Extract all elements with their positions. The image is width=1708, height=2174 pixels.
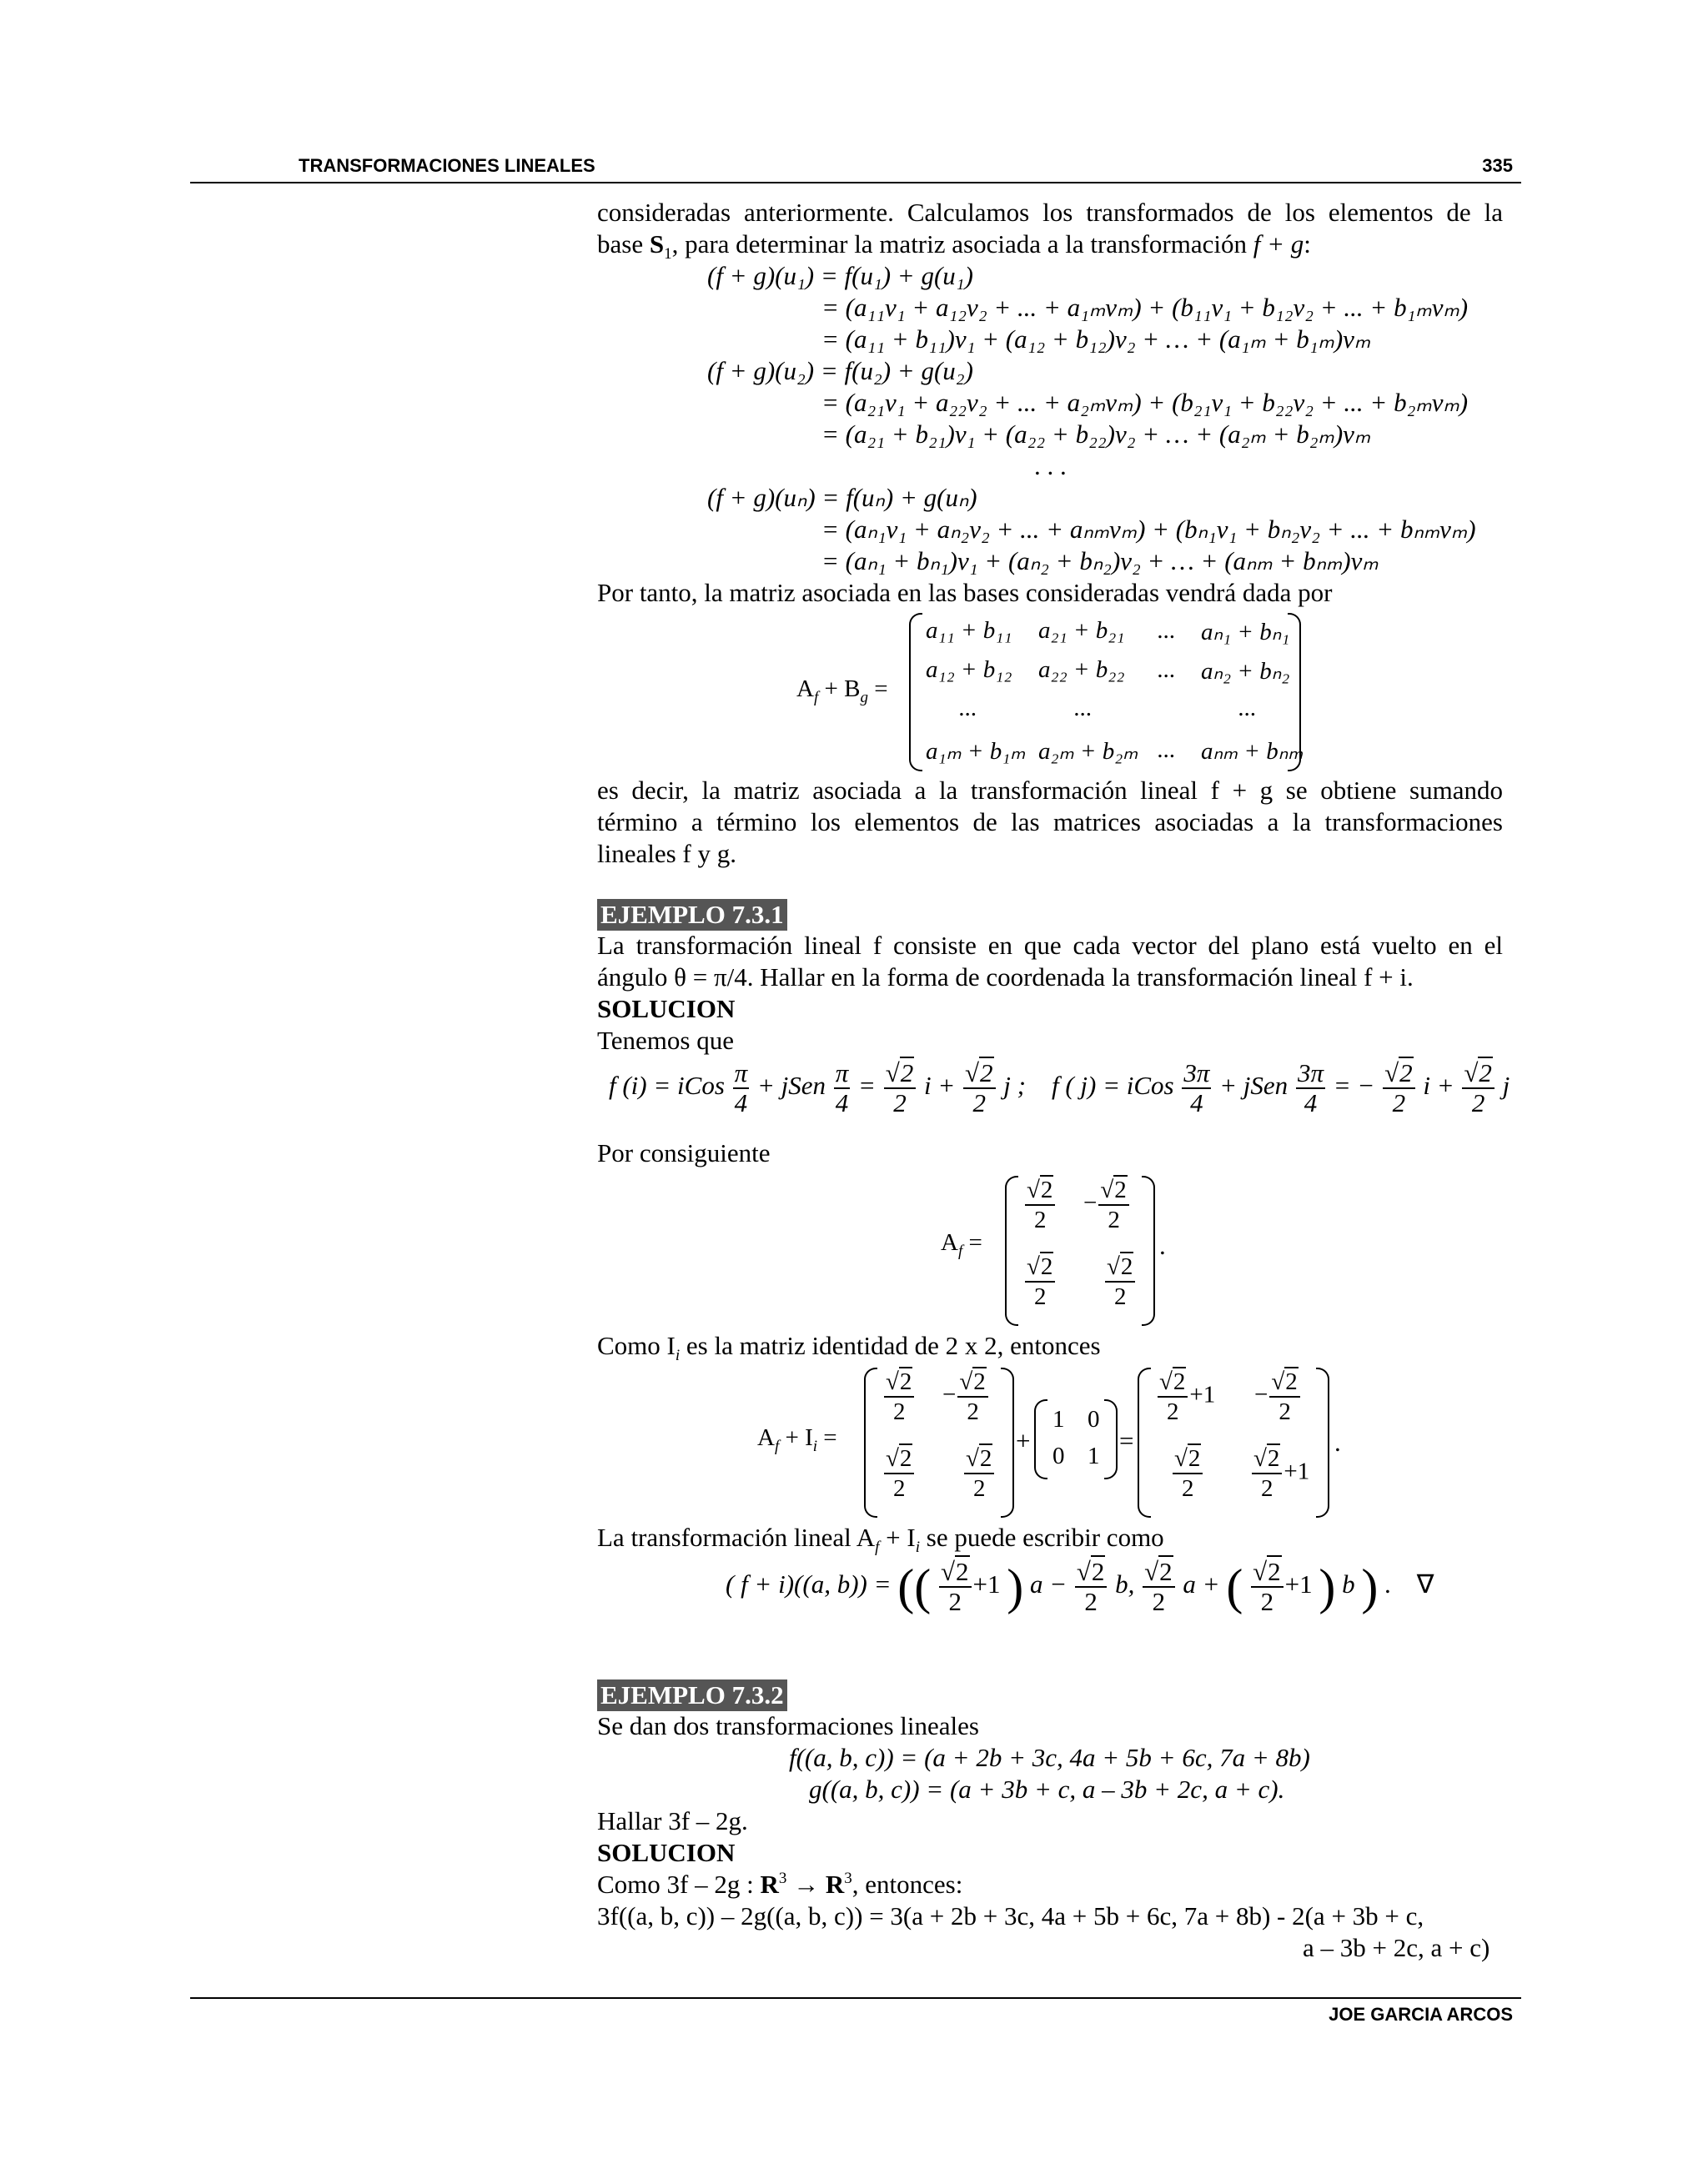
matrix-cell: 1 xyxy=(1088,1443,1100,1469)
page-number: 335 xyxy=(1482,155,1513,176)
result-line: 3f((a, b, c)) – 2g((a, b, c)) = 3(a + 2b + 3c, 4a + 5b + 6c, 7a + 8b) - 2(a + 3b + c, xyxy=(597,1901,1424,1930)
matrix-cell: $\frac{√2}{2}$ xyxy=(882,1444,916,1503)
sum-matrix xyxy=(909,613,1304,771)
left-paren xyxy=(1034,1399,1047,1479)
es-decir-line: término a término los elementos de las matrices asociadas a la transformaciones xyxy=(597,807,1503,836)
equation-line: = (aₙ₁v₁ + aₙ₂v₂ + ... + aₙₘvₘ) + (bₙ₁v₁ + bₙ₂v₂ + ... + bₙₘvₘ) xyxy=(821,515,1476,544)
left-paren xyxy=(864,1368,877,1518)
matrix-cell: $\frac{√2}{2}$ xyxy=(1023,1253,1057,1311)
matrix-cell: aₙₘ + bₙₘ xyxy=(1201,738,1304,765)
fi-fj-equation: f (i) = iCos $\frac{\pi}{4}$ + jSen $\frac{\pi}{4}$ = $\frac{√2}{2}$ i + $\frac{√2}{2}$ j ; f ( j) = iCos $\frac{3\pi}{4}$ + jSen $\frac{3\pi}{4}$ = − $\frac{√2}{2}$ i + $\frac{√2}{2}$ j xyxy=(609,1058,1510,1117)
matrix-label: $A_f + B_g$ = xyxy=(796,675,888,706)
como-text: Como $I_i$ es la matriz identidad de 2 x 2, entonces xyxy=(597,1331,1101,1364)
equals-sign: = xyxy=(1119,1426,1134,1455)
matrix-cell: $\frac{√2}{2}$ xyxy=(1023,1176,1057,1234)
por-consiguiente-text: Por consiguiente xyxy=(597,1138,771,1167)
intro-line-2: base $S_1$, para determinar la matriz asociada a la transformación f + g: xyxy=(597,229,1311,263)
matrix-cell: a₁₁ + b₁₁ xyxy=(926,617,1012,644)
g-definition: g((a, b, c)) = (a + 3b + c, a – 3b + 2c, a + c). xyxy=(809,1775,1285,1804)
matrix-cell: a₁₂ + b₁₂ xyxy=(926,656,1012,683)
es-decir-line: lineales f y g. xyxy=(597,839,737,868)
matrix-cell: − $\frac{√2}{2}$ xyxy=(942,1368,990,1426)
es-decir-line: es decir, la matriz asociada a la transformación lineal f + g se obtiene sumando xyxy=(597,776,1503,805)
equation-line: (f + g)(u₂) = f(u₂) + g(u₂) xyxy=(707,356,973,385)
right-paren xyxy=(1142,1176,1155,1326)
equation-line: (f + g)(u₁) = f(u₁) + g(u₁) xyxy=(707,261,973,290)
af-label: $A_f$ = xyxy=(941,1229,982,1260)
matrix-cell: ... xyxy=(1158,656,1176,683)
right-paren xyxy=(1316,1368,1329,1518)
matrix-cell: $\frac{√2}{2}$ xyxy=(882,1368,916,1426)
matrix-cell: aₙ₂ + bₙ₂ xyxy=(1201,658,1290,685)
matrix-cell: ... xyxy=(959,695,977,721)
af-matrix xyxy=(1005,1176,1155,1326)
right-paren xyxy=(1104,1399,1118,1479)
matrix-cell: 0 xyxy=(1088,1406,1100,1433)
identity-matrix xyxy=(1034,1399,1118,1479)
matrix-cell: aₙ₁ + bₙ₁ xyxy=(1201,619,1290,645)
matrix-cell: ... xyxy=(1238,695,1257,721)
matrix-cell: a₂ₘ + b₂ₘ xyxy=(1038,738,1138,765)
intro-line-1: consideradas anteriormente. Calculamos los transformados de los elementos de la xyxy=(597,198,1503,227)
author-name: JOE GARCIA ARCOS xyxy=(1329,2004,1513,2025)
example-tag: EJEMPLO 7.3.1 xyxy=(597,899,787,931)
page-footer xyxy=(190,1997,1521,2032)
ellipsis-line: . . . xyxy=(1034,451,1067,480)
plus-sign: + xyxy=(1016,1426,1031,1455)
matrix-cell: a₂₂ + b₂₂ xyxy=(1038,656,1125,683)
tenemos-text: Tenemos que xyxy=(597,1026,734,1055)
solution-heading: SOLUCION xyxy=(597,994,736,1023)
hallar-text: Hallar 3f – 2g. xyxy=(597,1806,748,1835)
f-definition: f((a, b, c)) = (a + 2b + 3c, 4a + 5b + 6c, 7a + 8b) xyxy=(789,1743,1310,1772)
running-title: TRANSFORMACIONES LINEALES xyxy=(299,155,595,176)
matrix-cell: a₁ₘ + b₁ₘ xyxy=(926,738,1026,765)
example-text: Se dan dos transformaciones lineales xyxy=(597,1711,979,1740)
matrix-cell: $\frac{√2}{2}$ xyxy=(1171,1444,1204,1503)
equation-line: = (aₙ₁ + bₙ₁)v₁ + (aₙ₂ + bₙ₂)v₂ + … + (aₙₘ + bₙₘ)vₘ xyxy=(821,546,1379,575)
matrix-cell: $\frac{√2}{2}$ +1 xyxy=(1159,1368,1216,1425)
equation-line: = (a₁₁v₁ + a₁₂v₂ + ... + a₁ₘvₘ) + (b₁₁v₁ + b₁₂v₂ + ... + b₁ₘvₘ) xyxy=(821,293,1469,322)
equation-line: = (a₂₁v₁ + a₂₂v₂ + ... + a₂ₘvₘ) + (b₂₁v₁ + b₂₂v₂ + ... + b₂ₘvₘ) xyxy=(821,388,1469,417)
nabla-symbol: ∇ xyxy=(1416,1569,1434,1599)
matrix-cell: $\frac{√2}{2}$ xyxy=(962,1444,996,1503)
matrix-cell: ... xyxy=(1158,617,1176,644)
right-paren xyxy=(1001,1368,1014,1518)
left-paren xyxy=(1138,1368,1151,1518)
la-transformacion-text: La transformación lineal $A_f + I_i$ se puede escribir como xyxy=(597,1523,1164,1556)
afi-label: $A_f + I_i$ = xyxy=(757,1424,837,1455)
result-line: a – 3b + 2c, a + c) xyxy=(1303,1933,1490,1962)
matrix-cell: 0 xyxy=(1052,1443,1065,1469)
matrix-cell: ... xyxy=(1158,736,1176,763)
matrix-cell: 1 xyxy=(1052,1406,1065,1433)
example-text: La transformación lineal f consiste en que cada vector del plano está vuelto en el xyxy=(597,931,1503,960)
left-paren xyxy=(909,613,922,771)
left-paren xyxy=(1005,1176,1018,1326)
equation-line: (f + g)(uₙ) = f(uₙ) + g(uₙ) xyxy=(707,483,977,512)
matrix-cell: ... xyxy=(1074,695,1093,721)
result-matrix xyxy=(1138,1368,1329,1518)
af-matrix-2 xyxy=(864,1368,1014,1518)
como-text-2: Como 3f – 2g : $R^3 \to R^3$, entonces: xyxy=(597,1870,963,1899)
matrix-cell: a₂₁ + b₂₁ xyxy=(1038,617,1125,644)
por-tanto-text: Por tanto, la matriz asociada en las bases consideradas vendrá dada por xyxy=(597,578,1333,607)
example-text: ángulo θ = π/4. Hallar en la forma de coordenada la transformación lineal f + i. xyxy=(597,962,1414,992)
matrix-cell: $\frac{√2}{2}$ xyxy=(1103,1253,1137,1311)
example-tag: EJEMPLO 7.3.2 xyxy=(597,1679,787,1711)
equation-line: = (a₁₁ + b₁₁)v₁ + (a₁₂ + b₁₂)v₂ + … + (a₁ₘ + b₁ₘ)vₘ xyxy=(821,324,1371,354)
matrix-cell: − $\frac{√2}{2}$ xyxy=(1254,1368,1302,1426)
final-expression: ( f + i)((a, b)) = (( $\frac{√2}{2}$ +1 ) a − $\frac{√2}{2}$ b, $\frac{√2}{2}$ a + ( $\frac{√2}{2}$ +1 ) b ) . ∇ xyxy=(726,1557,1434,1616)
period: . xyxy=(1334,1428,1341,1457)
solution-heading: SOLUCION xyxy=(597,1838,736,1867)
page-header xyxy=(190,155,1521,183)
matrix-cell: − $\frac{√2}{2}$ xyxy=(1083,1176,1131,1234)
matrix-cell: $\frac{√2}{2}$ +1 xyxy=(1253,1445,1310,1502)
equation-line: = (a₂₁ + b₂₁)v₁ + (a₂₂ + b₂₂)v₂ + … + (a₂ₘ + b₂ₘ)vₘ xyxy=(821,419,1371,449)
period: . xyxy=(1159,1231,1166,1260)
